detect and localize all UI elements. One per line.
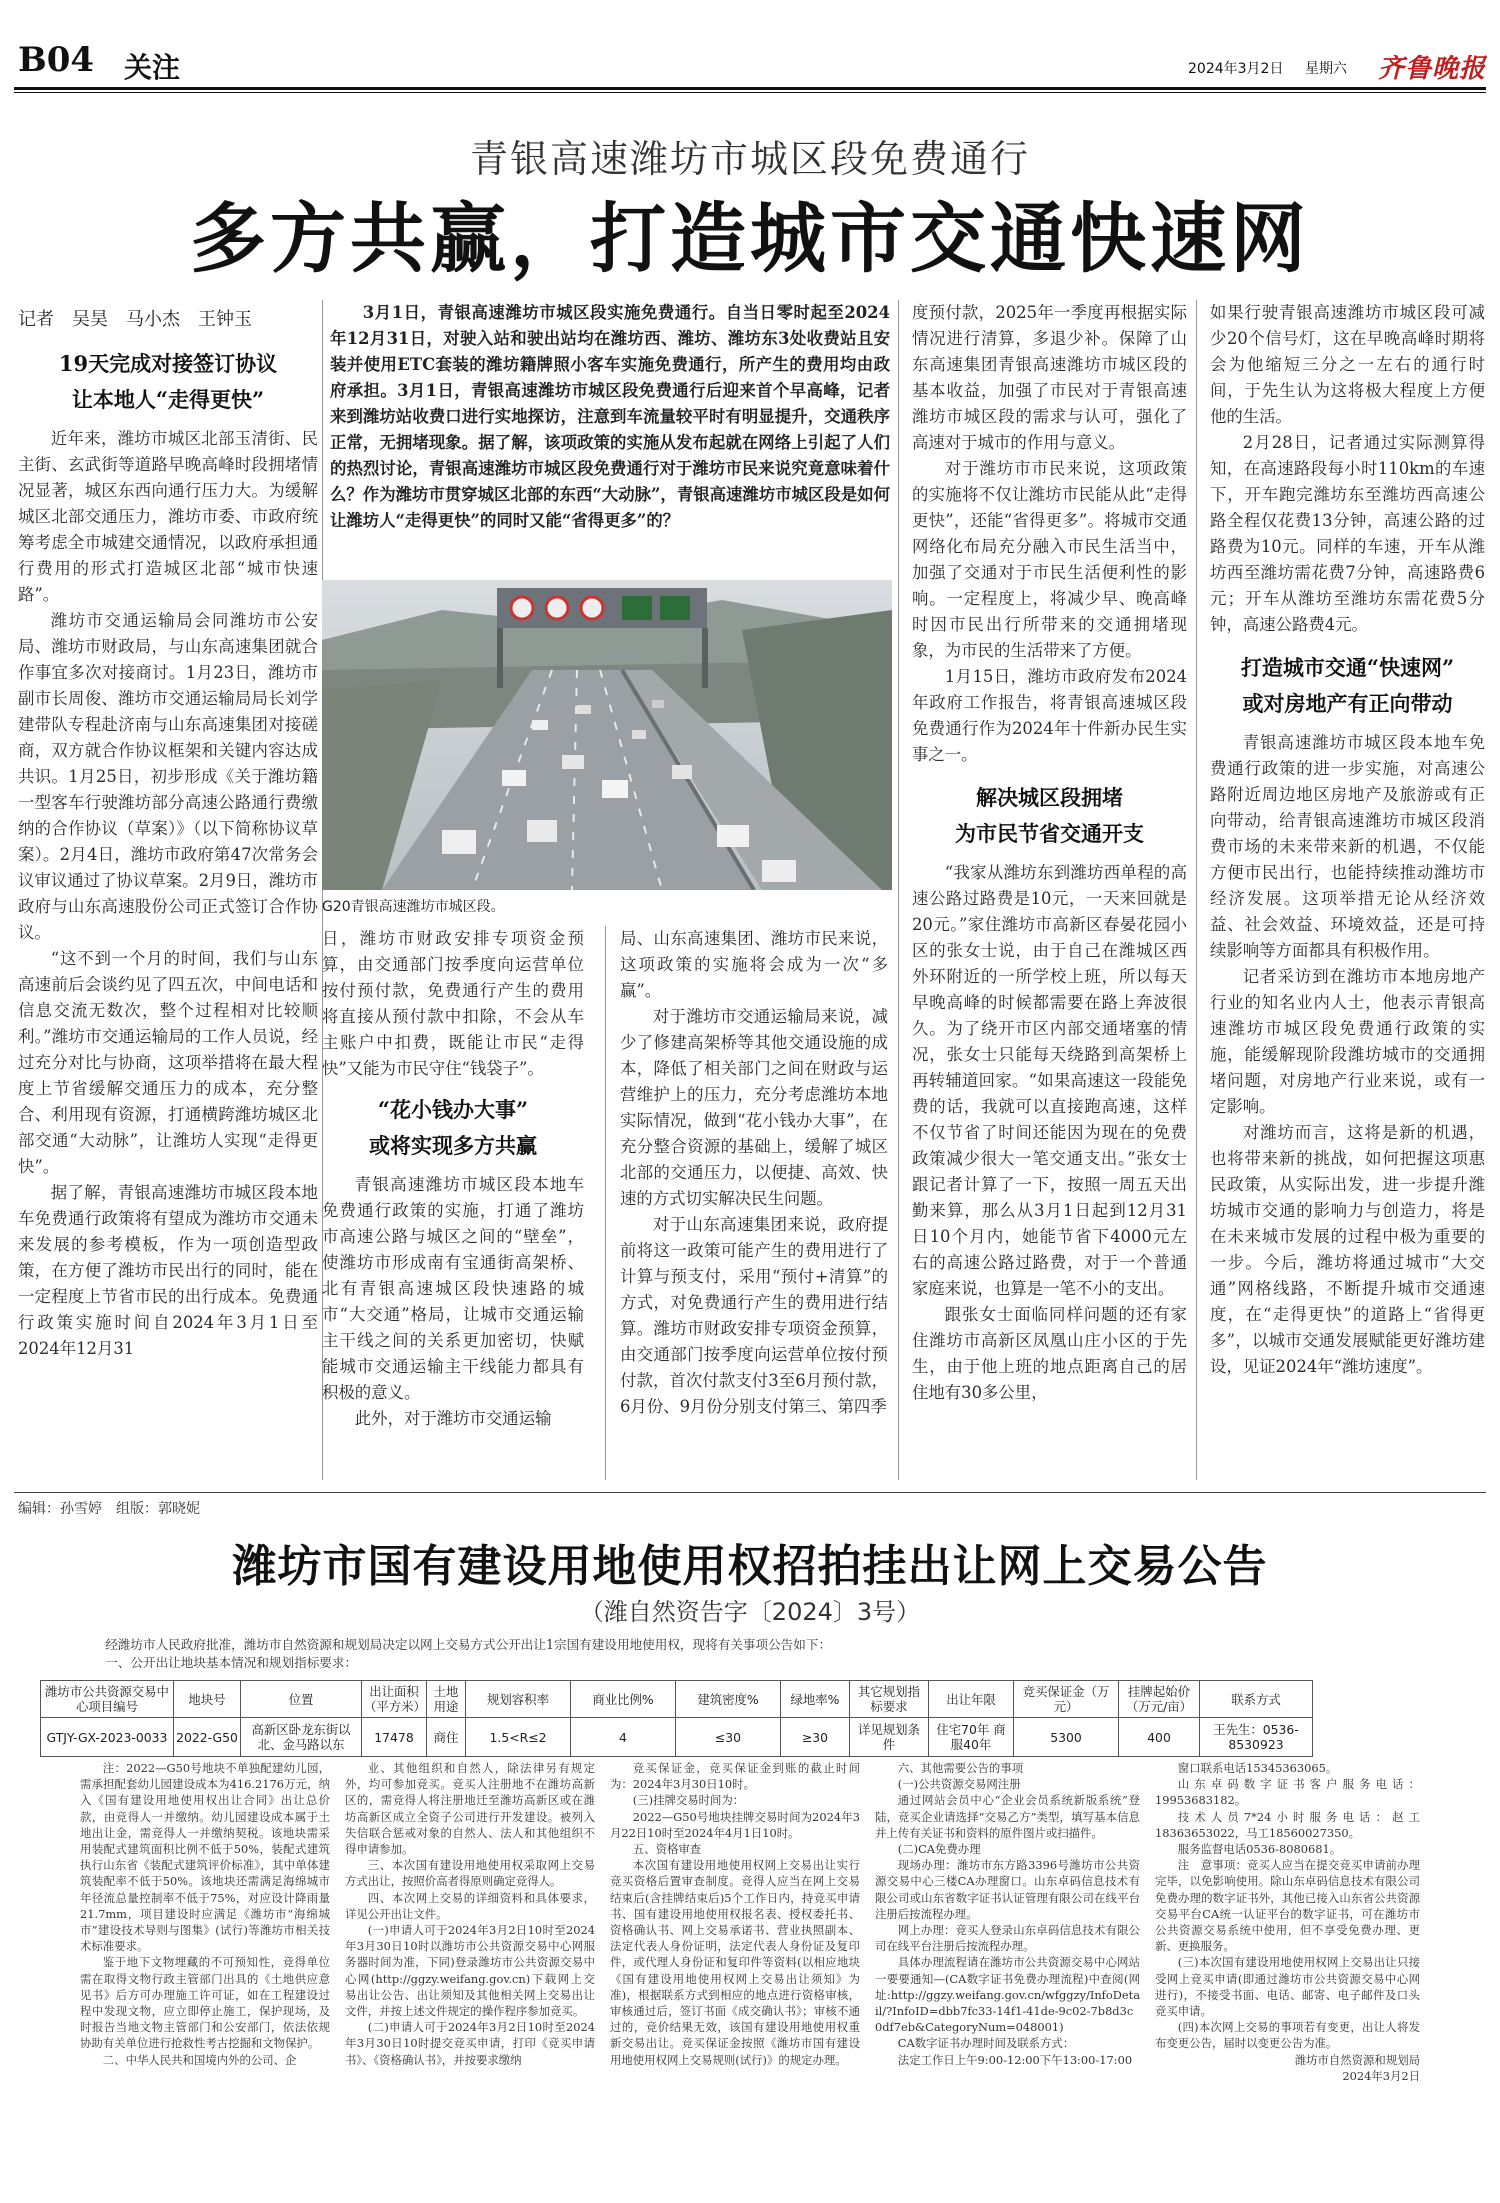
subheading: 或将实现多方共赢 [369,1133,537,1158]
notice-column-3 [610,1760,860,2068]
issue-date: 2024年3月2日 [1188,61,1284,77]
table-header-row [41,1681,1313,1718]
paragraph: 近年来，潍坊市城区北部玉清街、民主街、玄武街等道路早晚高峰时段拥堵情况显著，城区东西向通行压力大。为缓解城区北部交通压力，潍坊市委、市政府统筹考虑全市城建交通情况，以政府承担通行费用的形式打造城区北部“城市快速路”。 [18,429,318,604]
notice-paragraph: 服务监督电话0536-8080681。 [1177,1842,1342,1857]
table-header-cell: 其它规划指标要求 [850,1681,929,1718]
highway-photo [322,580,892,890]
notice-paragraph: 六、其他需要公告的事项 [897,1761,1024,1775]
table-cell: 2022-G50 [174,1718,241,1757]
paragraph: 对于潍坊市市民来说，这项政策的实施将不仅让潍坊市民能从此“走得更快”，还能“省得更多”。将城市交通网络化布局充分融入市民生活当中，加强了交通对于市民生活便利性的影响。一定程度上，将减少早、晚高峰时因市民出行所带来的交通拥堵现象，为市民的生活带来了方便。 [912,459,1187,660]
table-header-cell: 出让面积（平方米） [362,1681,427,1718]
page-header [0,0,1500,95]
paragraph: 对于潍坊市交通运输局来说，减少了修建高架桥等其他交通设施的成本，降低了相关部门之间在财政与运营维护上的压力，充分考虑潍坊本地实际情况，做到“花小钱办大事”，在充分整合资源的基础上，缓解了城区北部的交通压力，以便捷、高效、快速的方式切实解决民生问题。 [620,1007,888,1208]
paragraph: 记者采访到在潍坊市本地房地产行业的知名业内人士，他表示青银高速潍坊市城区段免费通行政策的实施，能缓解现阶段潍坊城市的交通拥堵问题，对房地产行业来说，或有一定影响。 [1210,967,1485,1116]
paragraph: “这不到一个月的时间，我们与山东高速前后会谈约见了四五次，中间电话和信息交流无数次，整个过程相对比较顺利。”潍坊市交通运输局的工作人员说，经过充分对比与协商，这项举措将在最大程度上节省缓解交通压力的成本，充分整合、利用现有资源，打通横跨潍坊城区北部交通“大动脉”，让潍坊人实现“走得更快”。 [18,949,318,1176]
article-column-1 [18,346,318,1362]
table-cell: 高新区卧龙东街以北、金马路以东 [241,1718,362,1757]
paragraph: 如果行驶青银高速潍坊市城区段可减少20个信号灯，这在早晚高峰时期将会为他缩短三分之一左右的通行时间，于先生认为这将极大程度上方便他的生活。 [1210,303,1485,426]
notice-paragraph: 现场办理：潍坊市东方路3396号潍坊市公共资源交易中心三楼CA办理窗口。山东卓码信息技术有限公司或山东省数字证书认证管理有限公司在线平台注册后按流程办理。 [875,1858,1140,1921]
paragraph: 2月28日，记者通过实际测算得知，在高速路段每小时110km的车速下，开车跑完潍坊东至潍坊西高速公路全程仅花费13分钟，高速公路的过路费为10元。同样的车速，开车从潍坊西至潍坊需花费7分钟，高速路费6元；开车从潍坊至潍坊东需花费5分钟，高速公路费4元。 [1210,433,1485,634]
notice-paragraph: 五、资格审查 [632,1842,702,1857]
table-cell: 400 [1119,1718,1200,1757]
subheading: 或对房地产有正向带动 [1242,691,1453,716]
paragraph: 据了解，青银高速潍坊市城区段本地车免费通行政策将有望成为潍坊市交通未来发展的参考模板，作为一项创造型政策，在方便了潍坊市民出行的同时，能在一定程度上节省市民的出行成本。免费通行政策实施时间自2024年3月1日至2024年12月31 [18,1183,318,1358]
notice-signature: 潍坊市自然资源和规划局 [1294,2052,1420,2067]
article-title: 多方共赢，打造城市交通快速网 [190,194,1310,283]
article-subtitle: 青银高速潍坊市城区段免费通行 [469,137,1030,181]
table-header-cell: 地块号 [174,1681,241,1718]
subheading: “花小钱办大事” [377,1097,529,1122]
notice-paragraph: 法定工作日上午9:00-12:00下午13:00-17:00 [897,2052,1133,2067]
paragraph: 青银高速潍坊市城区段本地车免费通行政策的进一步实施，对高速公路附近周边地区房地产及旅游或有正向带动，给青银高速潍坊市城区段消费市场的未来带来新的机遇，不仅能方便市民出行，也能持续推动潍坊市经济发展。这项举措无论从经济效益、社会效益、环境效益，还是可持续影响等方面都具有积极作用。 [1210,733,1485,960]
notice-paragraph: 技术人员7*24小时服务电话：赵工18363653022，马工18560027350。 [1155,1809,1420,1840]
table-cell: 王先生：0536-8530923 [1200,1718,1313,1757]
land-table-wrap [40,1680,1313,1757]
article-column-5 [1210,300,1485,1380]
column-divider [1196,300,1197,1480]
article-column-2 [322,926,584,1432]
header-rule-thin [14,92,1486,93]
table-cell: 1.5<R≤2 [466,1718,571,1757]
paragraph: “我家从潍坊东到潍坊西单程的高速公路过路费是10元，一天来回就是20元。”家住潍坊市高新区春晏花园小区的张女士说，由于自己在潍城区西外环附近的一所学校上班，所以每天早晚高峰的时候都需要在路上奔波很久。为了绕开市区内部交通堵塞的情况，张女士只能每天绕路到高架桥上再转辅道回家。“如果高速这一段能免费的话，我就可以直接跑高速，这样不仅节省了时间还能因为现在的免费政策减少很大一笔交通支出。”张女士跟记者计算了一下，按照一周五天出勤来算，那么从3月1日起到12月31日10个月内，她能节省下4000元左右的高速公路过路费，对于一个普通家庭来说，也算是一笔不小的支出。 [912,863,1187,1298]
table-header-cell: 土地用途 [427,1681,466,1718]
notice-paragraph: CA数字证书办理时间及联系方式： [897,2036,1075,2051]
paragraph: 1月15日，潍坊市政府发布2024年政府工作报告，将青银高速城区段免费通行作为2024年十件新办民生实事之一。 [912,667,1187,764]
notice-title: 潍坊市国有建设用地使用权招拍挂出让网上交易公告 [232,1541,1268,1592]
paragraph: 日，潍坊市财政安排专项资金预算，由交通部门按季度向运营单位按付预付款，免费通行产生的费用将直接从预付款中扣除，不会从车主账户中扣费，既能让市民“走得快”又能为市民守住“钱袋子”。 [322,929,584,1078]
paragraph: 对潍坊而言，这将是新的机遇，也将带来新的挑战，如何把握这项惠民政策，从实际出发，进一步提升潍坊城市交通的影响力与创造力，将是在未来城市发展的过程中极为重要的一步。今后，潍坊将通过城市“大交通”网格线路，不断提升城市交通速度，在“走得更快”的道路上“省得更多”，以城市交通发展赋能更好潍坊建设，见证2024年“潍坊速度”。 [1210,1123,1485,1376]
page-number: B04 [18,40,95,80]
table-cell: ≤30 [676,1718,781,1757]
table-header-cell: 位置 [241,1681,362,1718]
table-cell: 商住 [427,1718,466,1757]
table-cell: 17478 [362,1718,427,1757]
notice-paragraph: 业、其他组织和自然人，除法律另有规定外，均可参加竞买。竞买人注册地不在潍坊高新区的，需竞得人将注册地迁至潍坊高新区或在潍坊高新区成立全资子公司进行开发建设。被列入失信联合惩戒对象的自然人、法人和其他组织不得申请参加。 [345,1761,595,1857]
notice-paragraph: (三)挂牌交易时间为： [632,1793,745,1808]
table-header-cell: 建筑密度% [676,1681,781,1718]
notice-paragraph: (三)本次国有建设用地使用权网上交易出让只接受网上竞买申请(即通过潍坊市公共资源交易中心网进行)，不接受书面、电话、邮寄、电子邮件及口头竞买申请。 [1155,1955,1420,2019]
table-row [41,1718,1313,1757]
paragraph: 局、山东高速集团、潍坊市民来说，这项政策的实施将会成为一次“多赢”。 [620,929,888,1000]
notice-paragraph: 窗口联系电话15345363065。 [1177,1761,1338,1775]
table-header-cell: 绿地率% [781,1681,850,1718]
notice-paragraph: (二)申请人可于2024年3月2日10时至2024年3月30日10时提交竞买申请，打印《竞买申请书》、《资格确认书》，并按要求缴纳 [345,2020,595,2067]
notice-subtitle: （潍自然资告字〔2024〕3号） [579,1598,921,1626]
notice-paragraph: 具体办理流程请在潍坊市公共资源交易中心网站一要要通知—(CA数字证书免费办理流程)中查阅(网址:http://ggzy.weifang.gov.cn/wfggzy/InfoDetail/?InfoID=dbb7fc33-14f1-41de-9c02-7b8d3c0df7eb&CategoryNum=048001) [875,1955,1140,2035]
notice-paragraph: 2022—G50号地块挂牌交易时间为2024年3月22日10时至2024年4月1日10时。 [610,1809,860,1840]
table-cell: ≥30 [781,1718,850,1757]
newspaper-logo: 齐鲁晚报 [1378,54,1487,84]
notice-intro [80,1636,1420,1672]
issue-weekday: 星期六 [1305,61,1347,77]
article-column-4 [912,300,1187,1406]
notice-column-5 [1155,1760,1420,2084]
table-cell: 详见规划条件 [850,1718,929,1757]
subheading: 解决城区段拥堵 [976,785,1123,810]
table-cell: 5300 [1014,1718,1119,1757]
paragraph: 青银高速潍坊市城区段本地车免费通行政策的实施，打通了潍坊市高速公路与城区之间的“壁垒”，使潍坊市形成南有宝通街高架桥、北有青银高速城区段快速路的城市“大交通”格局，让城市交通运输主干线之间的关系更加密切，快赋能城市交通运输主干线能力都具有积极的意义。 [322,1175,584,1402]
notice-paragraph: 二、中华人民共和国境内外的公司、企 [102,2052,297,2067]
notice-paragraph: 四、本次网上交易的详细资料和具体要求，详见公开出让文件。 [345,1890,595,1921]
section-separator [14,1492,1486,1493]
notice-paragraph: 通过网站会员中心“企业会员系统新版系统”登陆，竞买企业请选择“交易乙方”类型，填写基本信息并上传有关证书和资料的原件图片或扫描件。 [875,1793,1140,1840]
table-header-cell: 潍坊市公共资源交易中心项目编号 [41,1681,174,1718]
notice-paragraph: (一)申请人可于2024年3月2日10时至2024年3月30日10时以潍坊市公共资源交易中心网服务器时间为准，下同)登录潍坊市公共资源交易中心网(http://ggzy.weifang.gov.cn)下载网上交易出让公告、出让须知及其他相关网上交易出让文件，并按上述文件规定的操作程序参加竞买。 [345,1923,595,2019]
notice-paragraph: 本次国有建设用地使用权网上交易出让实行竞买资格后置审查制度。竞得人应当在网上交易结束后(含挂牌结束后)5个工作日内，持竞买申请书、国有建设用地使用权报名表、授权委托书、资格确认书、网上交易承诺书、营业执照副本、法定代表人身份证明，法定代表人身份证及复印件，或代理人身份证和复印件等资料(以相应地块《国有建设用地使用权网上交易出让须知》为准)，根据联系方式到相应的地点进行资格审核，审核通过后，签订书面《成交确认书》；审核不通过的，竞价结果无效，该国有建设用地使用权重新交易出让。竞买保证金按照《潍坊市国有建设用地使用权网上交易规则(试行)》的规定办理。 [610,1858,860,2067]
table-cell: 住宅70年 商服40年 [929,1718,1014,1757]
table-header-cell: 竞买保证金（万元） [1014,1681,1119,1718]
paragraph: 潍坊市交通运输局会同潍坊市公安局、潍坊市财政局，与山东高速集团就合作事宜多次对接商讨。1月23日，潍坊市副市长周俊、潍坊市交通运输局局长刘学建带队专程赴济南与山东高速集团对接磋商，双方就合作协议框架和关键内容达成共识。1月25日，初步形成《关于潍坊籍一型客车行驶潍坊部分高速公路通行费缴纳的合作协议（草案）》（以下简称协议草案）。2月4日，潍坊市政府第47次常务会议审议通过了协议草案。2月9日，潍坊市政府与山东高速股份公司正式签订合作协议。 [18,611,318,942]
subheading: 为市民节省交通开支 [955,821,1144,846]
section-name: 关注 [124,51,181,84]
lead-paragraph: 3月1日，青银高速潍坊市城区段实施免费通行。自当日零时起至2024年12月31日，对驶入站和驶出站均在潍坊西、潍坊、潍坊东3处收费站且安装并使用ETC套装的潍坊籍牌照小客车实施免费通行，所产生的费用均由政府承担。3月1日，青银高速潍坊市城区段免费通行后迎来首个早高峰，记者来到潍坊站收费口进行实地探访，注意到车流量较平时有明显提升，交通秩序正常，无拥堵现象。据了解，该项政策的实施从发布起就在网络上引起了人们的热烈讨论，青银高速潍坊市城区段免费通行对于潍坊市民来说究竟意味着什么？作为潍坊市贯穿城区北部的东西“大动脉”，青银高速潍坊市城区段是如何让潍坊人“走得更快”的同时又能“省得更多”的？ [330,303,890,530]
notice-paragraph: (一)公共资源交易网注册 [897,1777,1021,1792]
table-cell: 4 [571,1718,676,1757]
table-header-cell: 挂牌起始价（万元/亩） [1119,1681,1200,1718]
column-divider [605,926,606,1480]
notice-paragraph: 竞买保证金，竞买保证金到账的截止时间为：2024年3月30日10时。 [610,1761,860,1792]
table-header-cell: 规划容积率 [466,1681,571,1718]
table-header-cell: 出让年限 [929,1681,1014,1718]
photo-caption: G20青银高速潍坊市城区段。 [322,899,505,915]
subheading: 打造城市交通“快速网” [1240,655,1455,680]
notice-paragraph: 注：2022—G50号地块不单独配建幼儿园，需承担配套幼儿园建设成本为416.2176万元，纳入《国有建设用地使用权出让合同》出让总价款，由竞得人一并缴纳。幼儿园建设成本属于土地出让金，需竞得人一并缴纳契税。该地块需采用装配式建筑面积比例不低于50%，装配式建筑执行山东省《装配式建筑评价标准》，其中单体建筑装配率不低于50%。该地块还需满足海绵城市年径流总量控制率不低于75%，对应设计降雨量21.7mm，项目建设时应满足《潍坊市“海绵城市”建设技术导则与图集》(试行)等潍坊市相关技术标准要求。 [80,1761,330,1954]
paragraph: 度预付款，2025年一季度再根据实际情况进行清算，多退少补。保障了山东高速集团青银高速潍坊市城区段的基本收益，加强了市民对于青银高速潍坊市城区段的需求与认可，强化了高速对于城市的作用与意义。 [912,303,1187,452]
notice-column-1 [80,1760,330,2068]
notice-paragraph: 山东卓码数字证书客户服务电话：19953683182。 [1155,1777,1420,1808]
column-divider [898,300,899,1480]
article-lead [330,300,890,534]
land-table [40,1680,1313,1757]
notice-column-4 [875,1760,1140,2068]
notice-paragraph: 鉴于地下文物埋藏的不可预知性，竞得单位需在取得文物行政主管部门出具的《土地供应意见书》后方可办理施工许可证，如在工程建设过程中发现文物，应立即停止施工，保护现场，及时报告当地文物主管部门和公安部门，依法依规协助有关单位进行抢救性考古挖掘和文物保护。 [80,1955,330,2051]
notice-intro-text: 一、公开出让地块基本情况和规划指标要求： [105,1655,358,1670]
paragraph: 对于山东高速集团来说，政府提前将这一政策可能产生的费用进行了计算与预支付，采用“预付+清算”的方式，对免费通行产生的费用进行结算。潍坊市财政安排专项资金预算，由交通部门按季度向运营单位按付预付款，首次付款支付3至6月预付款，6月份、9月份分别支付第三、第四季 [620,1215,888,1416]
notice-paragraph: 网上办理：竞买人登录山东卓码信息技术有限公司在线平台注册后按流程办理。 [875,1923,1140,1954]
byline: 记者 吴昊 马小杰 王钟玉 [18,309,252,330]
article-column-3 [620,926,888,1420]
header-rule [14,87,1486,90]
notice-intro-text: 经潍坊市人民政府批准，潍坊市自然资源和规划局决定以网上交易方式公开出让1宗国有建设用地使用权，现将有关事项公告如下： [105,1637,832,1652]
table-cell: GTJY-GX-2023-0033 [41,1718,174,1757]
editors-credit: 编辑：孙雪婷 组版：郭晓妮 [18,1501,200,1517]
paragraph: 跟张女士面临同样问题的还有家住潍坊市高新区凤凰山庄小区的于先生，由于他上班的地点距离自己的居住地有30多公里， [912,1305,1187,1402]
highway-illustration [322,580,892,890]
notice-paragraph: 注 意事项：竞买人应当在提交竞买申请前办理完毕，以免影响使用。除山东卓码信息技术有限公司免费办理的数字证书外，其他已接入山东省公共资源交易平台CA统一认证平台的数字证书，可在潍坊市公共资源交易系统中使用，但不享受免费办理、更新、更换服务。 [1155,1858,1420,1954]
subheading: 19天完成对接签订协议 [58,351,278,376]
table-header-cell: 商业比例% [571,1681,676,1718]
notice-paragraph: (四)本次网上交易的事项若有变更，出让人将发布变更公告，届时以变更公告为准。 [1155,2020,1420,2051]
subheading: 让本地人“走得更快” [71,387,265,412]
notice-paragraph: 三、本次国有建设用地使用权采取网上交易方式出让，按照价高者得原则确定竞得人。 [345,1858,595,1889]
paragraph: 此外，对于潍坊市交通运输 [354,1409,552,1428]
notice-paragraph: (二)CA免费办理 [897,1842,981,1857]
notice-column-2 [345,1760,595,2068]
table-header-cell: 联系方式 [1200,1681,1313,1718]
notice-date: 2024年3月2日 [1342,2068,1420,2083]
